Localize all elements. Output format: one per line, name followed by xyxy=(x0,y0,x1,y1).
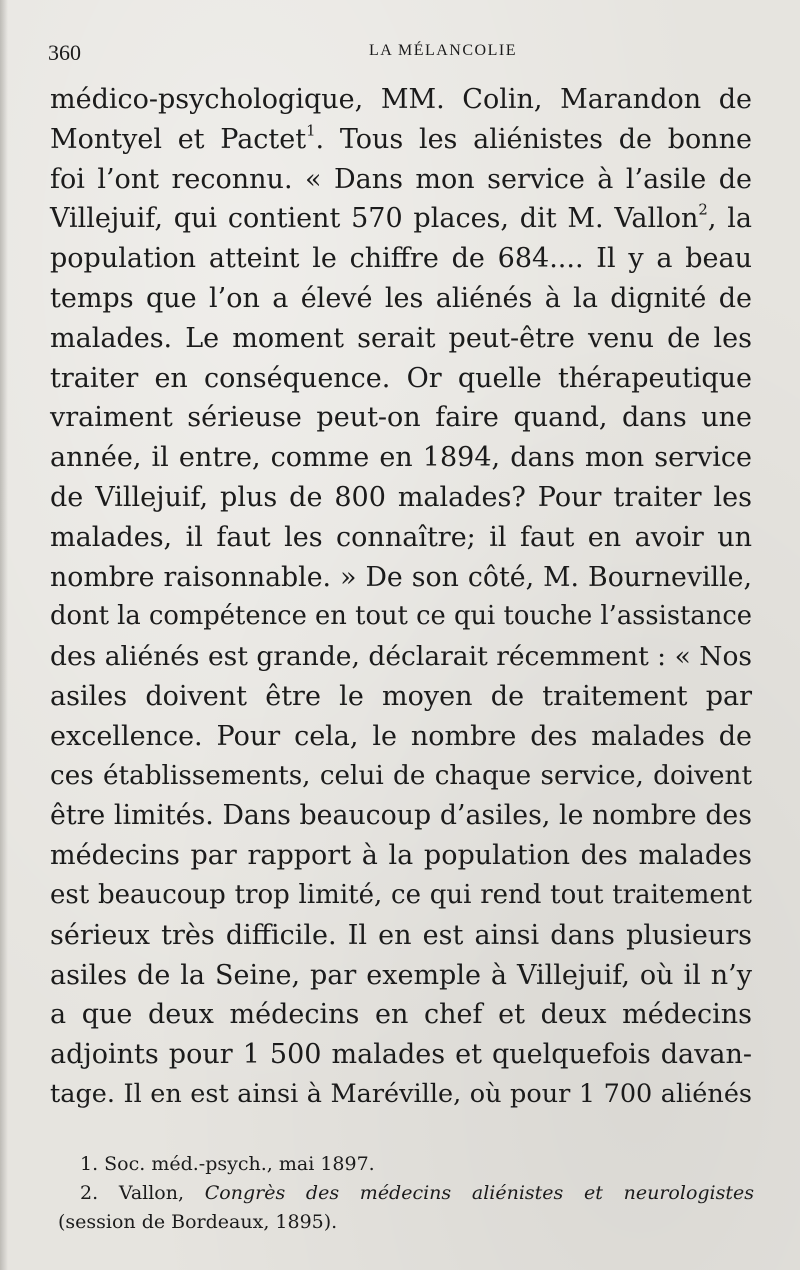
text-line: asiles doivent être le moyen de traitement par xyxy=(50,680,752,712)
page-header xyxy=(48,40,748,68)
footnote-2-title: Congrès des médecins aliénistes et neurologistes xyxy=(204,1182,754,1204)
text-line: tage. Il en est ainsi à Maréville, où pour 1 700 aliénés xyxy=(50,1078,752,1109)
text-fragment: . Tous les aliénistes de bonne xyxy=(315,123,752,155)
text-line: vraiment sérieuse peut-on faire quand, dans une xyxy=(50,402,752,434)
text-line: nombre raisonnable. » De son côté, M. Bourneville, xyxy=(50,561,752,593)
text-line: dont la compétence en tout ce qui touche l’assistance xyxy=(50,601,752,632)
text-line: excellence. Pour cela, le nombre des malades de xyxy=(50,720,752,752)
footnote-2-continuation: (session de Bordeaux, 1895). xyxy=(58,1211,338,1233)
text-line xyxy=(50,120,752,160)
page-gutter-shadow xyxy=(0,0,8,1270)
note-reference: 1 xyxy=(306,121,316,140)
text-line: être limités. Dans beaucoup d’asiles, le nombre des xyxy=(50,800,752,832)
text-line: malades, il faut les connaître; il faut en avoir un xyxy=(50,521,752,553)
text-line: foi l’ont reconnu. « Dans mon service à l’asile de xyxy=(50,163,752,195)
text-line: des aliénés est grande, déclarait récemment : « Nos xyxy=(50,641,752,673)
note-reference: 2 xyxy=(698,200,708,219)
text-line: a que deux médecins en chef et deux médecins xyxy=(50,999,752,1031)
footnotes xyxy=(58,1150,754,1237)
text-line: de Villejuif, plus de 800 malades? Pour traiter les xyxy=(50,481,752,513)
text-line: asiles de la Seine, par exemple à Villejuif, où il n’y xyxy=(50,959,752,991)
page-number: 360 xyxy=(48,40,81,65)
text-line: ces établissements, celui de chaque service, doivent xyxy=(50,760,752,791)
text-line: médico-psychologique, MM. Colin, Marandon de xyxy=(50,84,752,115)
text-line xyxy=(50,199,752,239)
text-line: sérieux très difficile. Il en est ainsi dans plusieurs xyxy=(50,919,752,951)
footnote-2-prefix: 2. Vallon, xyxy=(80,1182,205,1204)
text-line: temps que l’on a élevé les aliénés à la dignité de xyxy=(50,282,752,314)
text-fragment: , la xyxy=(707,203,752,235)
text-line: année, il entre, comme en 1894, dans mon service xyxy=(50,442,752,474)
text-line: est beaucoup trop limité, ce qui rend tout traitement xyxy=(50,879,752,910)
body-text xyxy=(50,80,752,1115)
running-head: LA MÉLANCOLIE xyxy=(369,42,517,59)
text-line: population atteint le chiffre de 684.... Il y a beau xyxy=(50,243,752,275)
footnote-1: 1. Soc. méd.-psych., mai 1897. xyxy=(80,1153,375,1175)
text-line: médecins par rapport à la population des malades xyxy=(50,840,752,872)
text-fragment: Montyel et Pactet xyxy=(50,123,307,155)
text-fragment: Villejuif, qui contient 570 places, dit M. Vallon xyxy=(50,203,699,235)
footnote-2 xyxy=(58,1179,754,1208)
text-line: malades. Le moment serait peut-être venu de les xyxy=(50,322,752,354)
text-line: traiter en conséquence. Or quelle thérapeutique xyxy=(50,362,752,394)
text-line: adjoints pour 1 500 malades et quelquefois davan- xyxy=(50,1039,752,1071)
